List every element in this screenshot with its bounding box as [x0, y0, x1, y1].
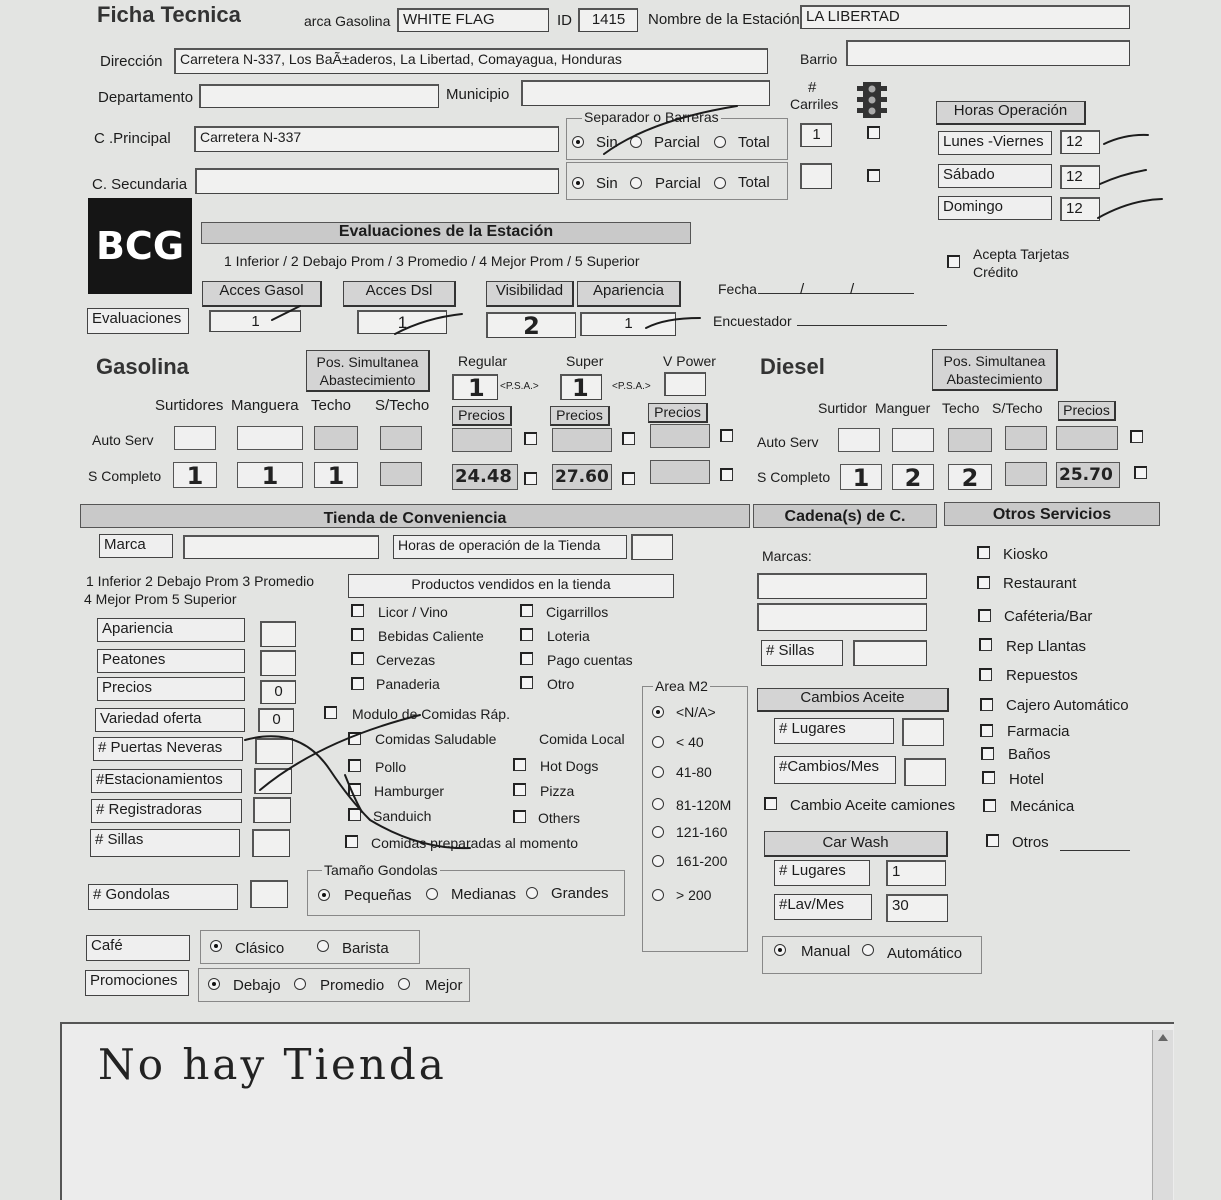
otros-repuestos-checkbox[interactable]	[979, 668, 992, 681]
regular-psa-field[interactable]: 1	[452, 374, 498, 400]
marca-gasolina-field[interactable]: WHITE FLAG	[397, 8, 549, 32]
calle-secundaria-field[interactable]	[195, 168, 559, 194]
diesel-auto-stecho[interactable]	[1005, 426, 1047, 450]
promo-mejor-label: Mejor	[425, 977, 463, 994]
gasolina-auto-surtidores[interactable]	[174, 426, 216, 450]
producto-otro-label: Otro	[547, 676, 575, 692]
diesel-sc-surtidor[interactable]: 1	[840, 464, 882, 490]
tienda-sillas-field[interactable]	[252, 829, 290, 857]
otros-hotel-label: Hotel	[1009, 771, 1045, 788]
gasolina-auto-regular-checkbox[interactable]	[524, 432, 537, 445]
carriles-label: Carriles	[790, 96, 839, 112]
notes-handwritten-text: No hay Tienda	[98, 1040, 447, 1089]
gasolina-auto-techo[interactable]	[314, 426, 358, 450]
horas-domingo-label: Domingo	[938, 196, 1052, 220]
otros-rep-llantas-checkbox[interactable]	[979, 638, 992, 651]
cambios-mes-field[interactable]	[904, 758, 946, 786]
producto-loteria-label: Loteria	[547, 628, 590, 644]
calle-principal-label: C .Principal	[94, 130, 171, 147]
tamano-gondolas-label: Tamaño Gondolas	[324, 862, 438, 878]
carriles-row2-field[interactable]	[800, 163, 832, 189]
barrio-field[interactable]	[846, 40, 1130, 66]
comida-pollo-checkbox[interactable]	[348, 759, 361, 772]
otros-otros-line[interactable]	[1060, 850, 1130, 851]
acces-gasol-header: Acces Gasol	[202, 281, 322, 307]
area-m2-label: Area M2	[655, 678, 708, 694]
id-label: ID	[557, 12, 572, 29]
carriles-hash-label: #	[808, 79, 817, 96]
promo-debajo-label: Debajo	[233, 977, 281, 994]
comida-sanduich-label: Sanduich	[373, 808, 432, 824]
separador1-parcial-label: Parcial	[654, 134, 700, 151]
area-lt40-radio[interactable]	[652, 736, 664, 748]
separador1-total-radio[interactable]	[714, 136, 726, 148]
comida-others-checkbox[interactable]	[513, 810, 526, 823]
separador1-sin-label: Sin	[596, 134, 618, 151]
gasolina-sc-manguera[interactable]: 1	[237, 462, 303, 488]
area-gt200-radio[interactable]	[652, 889, 664, 901]
tienda-peatones-field[interactable]	[260, 650, 296, 676]
otros-servicios-header: Otros Servicios	[944, 502, 1160, 526]
comida-saludable-label: Comidas Saludable	[375, 731, 497, 747]
diesel-pos-simultanea-header	[932, 349, 1058, 391]
tienda-estacionamientos-label: #Estacionamientos	[91, 769, 242, 793]
area-lt40-label: < 40	[676, 734, 704, 750]
cambios-aceite-header: Cambios Aceite	[757, 688, 949, 712]
cambios-mes-label: #Cambios/Mes	[774, 756, 896, 784]
gasolina-title: Gasolina	[96, 354, 189, 379]
nombre-estacion-field[interactable]: LA LIBERTAD	[800, 5, 1130, 29]
tienda-scale-2: 4 Mejor Prom 5 Superior	[84, 591, 237, 607]
gasolina-col-manguera: Manguera	[231, 397, 299, 414]
separador2-sin-radio[interactable]	[572, 177, 584, 189]
visibilidad-header: Visibilidad	[486, 281, 574, 307]
visibilidad-field[interactable]: 2	[486, 312, 576, 338]
gondola-medianas-radio[interactable]	[426, 888, 438, 900]
super-psa-label: <P.S.A.>	[612, 381, 651, 392]
bcg-logo: BCG	[88, 198, 192, 294]
vpower-label: V Power	[663, 353, 716, 369]
producto-cigarrillos-label: Cigarrillos	[546, 604, 609, 620]
tienda-precios-label: Precios	[97, 677, 245, 701]
area-81-120-label: 81-120M	[676, 797, 732, 813]
comidas-preparadas-label: Comidas preparadas al momento	[371, 835, 578, 851]
fecha-slash-2: /	[850, 281, 855, 298]
cadena-sillas-field[interactable]	[853, 640, 927, 666]
promo-debajo-radio[interactable]	[208, 978, 220, 990]
evaluaciones-header: Evaluaciones de la Estación	[201, 222, 691, 244]
producto-bebidas-label: Bebidas Caliente	[378, 628, 484, 644]
otros-mecanica-checkbox[interactable]	[983, 799, 996, 812]
producto-cigarrillos-checkbox[interactable]	[520, 604, 533, 617]
otros-cafeteria-label: Caféteria/Bar	[1004, 608, 1093, 625]
diesel-col-manguer: Manguer	[875, 400, 931, 416]
gondola-pequenas-label: Pequeñas	[344, 887, 412, 904]
calle-principal-field[interactable]: Carretera N-337	[194, 126, 559, 152]
gasolina-col-techo: Techo	[311, 397, 352, 414]
area-161-200-label: 161-200	[676, 853, 728, 869]
horas-lunes-viernes-label: Lunes -Viernes	[938, 131, 1052, 155]
diesel-sc-manguer[interactable]: 2	[892, 464, 934, 490]
horas-sabado-field[interactable]: 12	[1060, 165, 1100, 189]
tienda-gondolas-field[interactable]	[250, 880, 288, 908]
id-field[interactable]: 1415	[578, 8, 638, 32]
otros-cafeteria-checkbox[interactable]	[978, 609, 991, 622]
tienda-puertas-label: # Puertas Neveras	[93, 737, 243, 761]
area-41-80-label: 41-80	[676, 764, 712, 780]
cadena-header: Cadena(s) de C.	[753, 504, 937, 528]
direccion-label: Dirección	[100, 53, 163, 70]
producto-pago-checkbox[interactable]	[520, 652, 533, 665]
diesel-title: Diesel	[760, 354, 825, 379]
cafe-label: Café	[86, 935, 190, 961]
gasolina-auto-precio-vpower[interactable]	[650, 424, 710, 448]
gasolina-sc-surtidores[interactable]: 1	[173, 462, 217, 488]
apariencia-header: Apariencia	[577, 281, 681, 307]
evaluaciones-row-label: Evaluaciones	[87, 308, 189, 334]
cafe-clasico-label: Clásico	[235, 940, 285, 957]
area-121-160-radio[interactable]	[652, 826, 664, 838]
area-41-80-radio[interactable]	[652, 766, 664, 778]
carriles-row1-field[interactable]: 1	[800, 123, 832, 147]
diesel-col-surtidor: Surtidor	[818, 400, 868, 416]
tienda-registradoras-field[interactable]	[253, 797, 291, 823]
tienda-apariencia-label: Apariencia	[97, 618, 245, 642]
tienda-marca-label: Marca	[99, 534, 173, 558]
producto-otro-checkbox[interactable]	[520, 676, 533, 689]
cambios-lugares-field[interactable]	[902, 718, 944, 746]
gasolina-sc-techo[interactable]: 1	[314, 462, 358, 488]
separador1-total-label: Total	[738, 134, 770, 151]
diesel-auto-precio[interactable]	[1056, 426, 1118, 450]
cadena-marca-field-2[interactable]	[757, 603, 927, 631]
area-81-120-radio[interactable]	[652, 798, 664, 810]
productos-header: Productos vendidos en la tienda	[348, 574, 674, 598]
producto-bebidas-checkbox[interactable]	[351, 628, 364, 641]
otros-restaurant-label: Restaurant	[1003, 575, 1077, 592]
diesel-auto-surtidor[interactable]	[838, 428, 880, 452]
promo-promedio-radio[interactable]	[294, 978, 306, 990]
producto-licor-checkbox[interactable]	[351, 604, 364, 617]
vpower-psa-field[interactable]	[664, 372, 706, 396]
cadena-marcas-label: Marcas:	[762, 548, 812, 564]
diesel-s-completo-label: S Completo	[757, 469, 831, 485]
promo-promedio-label: Promedio	[320, 977, 385, 994]
producto-cervezas-label: Cervezas	[376, 652, 436, 668]
acepta-tarjetas-checkbox[interactable]	[947, 255, 960, 268]
otros-cajero-checkbox[interactable]	[980, 698, 993, 711]
gondola-pequenas-radio[interactable]	[318, 889, 330, 901]
comida-local-label: Comida Local	[539, 731, 625, 747]
precios-regular-header: Precios	[452, 406, 512, 426]
precios-vpower-header: Precios	[648, 403, 708, 423]
diesel-sc-checkbox[interactable]	[1134, 466, 1147, 479]
modulo-comidas-checkbox[interactable]	[324, 706, 337, 719]
tienda-registradoras-label: # Registradoras	[91, 799, 242, 823]
gasolina-sc-vpower-checkbox[interactable]	[720, 468, 733, 481]
fecha-label: Fecha	[718, 281, 757, 297]
diesel-col-stecho: S/Techo	[992, 400, 1043, 416]
horas-sabado-label: Sábado	[938, 164, 1052, 188]
otros-banos-label: Baños	[1008, 746, 1051, 763]
gasolina-col-stecho: S/Techo	[375, 397, 430, 414]
gasolina-sc-stecho[interactable]	[380, 462, 422, 486]
cadena-sillas-label: # Sillas	[761, 640, 843, 666]
carwash-automatico-label: Automático	[887, 945, 963, 962]
area-na-radio[interactable]	[652, 706, 664, 718]
separador2-sin-label: Sin	[596, 175, 618, 192]
area-na-label: <N/A>	[676, 704, 716, 720]
cadena-marca-field-1[interactable]	[757, 573, 927, 599]
car-wash-header: Car Wash	[764, 831, 948, 857]
comida-pizza-checkbox[interactable]	[513, 783, 526, 796]
gasolina-auto-vpower-checkbox[interactable]	[720, 429, 733, 442]
comida-hamburger-label: Hamburger	[374, 783, 445, 799]
gondola-grandes-label: Grandes	[551, 885, 609, 902]
acepta-tarjetas-label: Acepta Tarjetas	[973, 246, 1070, 262]
gasolina-sc-super-checkbox[interactable]	[622, 472, 635, 485]
departamento-field[interactable]	[199, 84, 439, 108]
tienda-precios-field[interactable]: 0	[260, 680, 296, 704]
fecha-line[interactable]	[758, 293, 914, 294]
pen-stroke-dom	[1098, 199, 1162, 218]
diesel-sc-techo[interactable]: 2	[948, 464, 992, 490]
marca-gasolina-label: arca Gasolina	[304, 13, 391, 29]
gasolina-sc-precio-regular[interactable]: 24.48	[452, 464, 518, 490]
producto-panaderia-checkbox[interactable]	[351, 677, 364, 690]
comida-sanduich-checkbox[interactable]	[348, 808, 361, 821]
cafe-clasico-radio[interactable]	[210, 940, 222, 952]
horas-domingo-field[interactable]: 12	[1060, 197, 1100, 221]
gasolina-sc-regular-checkbox[interactable]	[524, 472, 537, 485]
otros-mecanica-label: Mecánica	[1010, 798, 1075, 815]
carriles-row1-checkbox[interactable]	[867, 126, 880, 139]
tienda-gondolas-label: # Gondolas	[88, 884, 238, 910]
carriles-row2-checkbox[interactable]	[867, 169, 880, 182]
gasolina-auto-serv-label: Auto Serv	[92, 432, 154, 448]
separador1-sin-radio[interactable]	[572, 136, 584, 148]
separador2-total-label: Total	[738, 174, 770, 191]
notes-scrollbar[interactable]	[1152, 1030, 1173, 1200]
otros-kiosko-label: Kiosko	[1003, 546, 1049, 563]
comida-hotdogs-checkbox[interactable]	[513, 758, 526, 771]
carwash-lav-mes-label: #Lav/Mes	[774, 894, 872, 920]
comida-pollo-label: Pollo	[375, 759, 407, 775]
producto-loteria-checkbox[interactable]	[520, 628, 533, 641]
producto-cervezas-checkbox[interactable]	[351, 652, 364, 665]
otros-banos-checkbox[interactable]	[981, 747, 994, 760]
diesel-col-techo: Techo	[942, 400, 980, 416]
tienda-puertas-field[interactable]	[255, 738, 293, 764]
otros-kiosko-checkbox[interactable]	[977, 546, 990, 559]
calle-secundaria-label: C. Secundaria	[92, 176, 188, 193]
super-label: Super	[566, 353, 604, 369]
separador2-total-radio[interactable]	[714, 177, 726, 189]
diesel-sc-stecho[interactable]	[1005, 462, 1047, 486]
precios-super-header: Precios	[550, 406, 610, 426]
otros-repuestos-label: Repuestos	[1006, 667, 1078, 684]
comida-pizza-label: Pizza	[540, 783, 575, 799]
evaluaciones-scale: 1 Inferior / 2 Debajo Prom / 3 Promedio / 4 Mejor Prom / 5 Superior	[224, 253, 640, 269]
municipio-label: Municipio	[446, 86, 510, 103]
cambio-camiones-label: Cambio Aceite camiones	[790, 797, 956, 814]
barrio-label: Barrio	[800, 51, 838, 67]
pen-stroke-lv	[1104, 135, 1148, 144]
comidas-preparadas-checkbox[interactable]	[345, 835, 358, 848]
gasolina-auto-precio-super[interactable]	[552, 428, 612, 452]
area-161-200-radio[interactable]	[652, 855, 664, 867]
gasolina-auto-manguera[interactable]	[237, 426, 303, 450]
otros-hotel-checkbox[interactable]	[982, 771, 995, 784]
tienda-horas-label: Horas de operación de la Tienda	[393, 535, 627, 559]
diesel-auto-checkbox[interactable]	[1130, 430, 1143, 443]
producto-licor-label: Licor / Vino	[378, 604, 448, 620]
gasolina-auto-super-checkbox[interactable]	[622, 432, 635, 445]
comida-hamburger-checkbox[interactable]	[348, 783, 361, 796]
pen-stroke-sab	[1100, 170, 1146, 184]
gasolina-auto-precio-regular[interactable]	[452, 428, 512, 452]
acces-dsl-header: Acces Dsl	[343, 281, 456, 307]
otros-otros-checkbox[interactable]	[986, 834, 999, 847]
super-psa-field[interactable]: 1	[560, 374, 602, 400]
separador2-parcial-radio[interactable]	[630, 177, 642, 189]
diesel-precios-header: Precios	[1058, 401, 1116, 421]
diesel-sc-precio[interactable]: 25.70	[1056, 462, 1120, 488]
carwash-lugares-label: # Lugares	[774, 860, 870, 886]
gasolina-sc-precio-super[interactable]: 27.60	[552, 464, 612, 490]
tienda-sillas-label: # Sillas	[90, 829, 240, 857]
gondola-grandes-radio[interactable]	[526, 887, 538, 899]
carwash-automatico-radio[interactable]	[862, 944, 874, 956]
cambio-camiones-checkbox[interactable]	[764, 797, 777, 810]
otros-farmacia-checkbox[interactable]	[980, 724, 993, 737]
otros-farmacia-label: Farmacia	[1007, 723, 1070, 740]
otros-rep-llantas-label: Rep Llantas	[1006, 638, 1087, 655]
tienda-peatones-label: Peatones	[97, 649, 245, 673]
cafe-barista-label: Barista	[342, 940, 389, 957]
traffic-light-icon	[857, 80, 887, 120]
apariencia-field[interactable]: 1	[580, 312, 676, 336]
scroll-up-arrow-icon[interactable]	[1158, 1034, 1168, 1041]
carwash-lugares-field[interactable]: 1	[886, 860, 946, 886]
horas-lunes-viernes-field[interactable]: 12	[1060, 130, 1100, 154]
area-121-160-label: 121-160	[676, 824, 728, 840]
separador2-parcial-label: Parcial	[655, 175, 701, 192]
promociones-label: Promociones	[85, 970, 189, 996]
fecha-slash-1: /	[800, 281, 805, 298]
carwash-lav-mes-field[interactable]: 30	[886, 894, 948, 922]
tienda-marca-field[interactable]	[183, 535, 379, 559]
area-gt200-label: > 200	[676, 887, 712, 903]
direccion-field[interactable]: Carretera N-337, Los BaÃ±aderos, La Libertad, Comayagua, Honduras	[174, 48, 768, 74]
tienda-variedad-label: Variedad oferta	[95, 708, 245, 732]
tienda-apariencia-field[interactable]	[260, 621, 296, 647]
diesel-auto-techo[interactable]	[948, 428, 992, 452]
carwash-manual-label: Manual	[801, 943, 851, 960]
otros-restaurant-checkbox[interactable]	[977, 576, 990, 589]
comida-others-label: Others	[538, 810, 581, 826]
acces-dsl-field[interactable]: 1	[357, 310, 447, 334]
separador-label: Separador o Barreras	[584, 109, 719, 125]
tienda-horas-field[interactable]	[631, 534, 673, 560]
comida-hotdogs-label: Hot Dogs	[540, 758, 599, 774]
acepta-tarjetas-label-2: Crédito	[973, 264, 1019, 280]
acces-gasol-field[interactable]: 1	[209, 310, 301, 332]
separador1-parcial-radio[interactable]	[630, 136, 642, 148]
gasolina-pos-simultanea-header	[306, 350, 430, 392]
regular-label: Regular	[458, 353, 508, 369]
gasolina-pos-line1: Pos. Simultanea	[316, 354, 419, 370]
municipio-field[interactable]	[521, 80, 770, 106]
diesel-auto-serv-label: Auto Serv	[757, 434, 819, 450]
encuestador-label: Encuestador	[713, 313, 792, 329]
tienda-variedad-field[interactable]: 0	[258, 708, 294, 732]
tienda-header: Tienda de Conveniencia	[80, 504, 750, 528]
diesel-pos-line2: Abastecimiento	[946, 371, 1043, 387]
modulo-comidas-label: Modulo de Comidas Ráp.	[352, 706, 510, 722]
gasolina-auto-stecho[interactable]	[380, 426, 422, 450]
tienda-estacionamientos-field[interactable]	[254, 768, 292, 794]
tienda-scale-1: 1 Inferior 2 Debajo Prom 3 Promedio	[86, 573, 314, 589]
comida-saludable-checkbox[interactable]	[348, 732, 361, 745]
departamento-label: Departamento	[98, 89, 194, 106]
gasolina-sc-precio-vpower[interactable]	[650, 460, 710, 484]
encuestador-line[interactable]	[797, 325, 947, 326]
gasolina-col-surtidores: Surtidores	[155, 397, 224, 414]
producto-panaderia-label: Panaderia	[376, 676, 440, 692]
promo-mejor-radio[interactable]	[398, 978, 410, 990]
nombre-estacion-label: Nombre de la Estación	[648, 11, 800, 28]
producto-pago-label: Pago cuentas	[547, 652, 633, 668]
area-m2-group	[642, 686, 748, 952]
diesel-pos-line1: Pos. Simultanea	[943, 353, 1046, 369]
cafe-barista-radio[interactable]	[317, 940, 329, 952]
otros-cajero-label: Cajero Automático	[1006, 697, 1129, 714]
diesel-auto-manguer[interactable]	[892, 428, 934, 452]
otros-otros-label: Otros	[1012, 834, 1049, 851]
gondola-medianas-label: Medianas	[451, 886, 517, 903]
gasolina-s-completo-label: S Completo	[88, 468, 162, 484]
carwash-manual-radio[interactable]	[774, 944, 786, 956]
gasolina-pos-line2: Abastecimiento	[319, 372, 416, 388]
form-title: Ficha Tecnica	[97, 2, 241, 27]
cambios-lugares-label: # Lugares	[774, 718, 894, 744]
regular-psa-label: <P.S.A.>	[500, 381, 539, 392]
horas-operacion-header: Horas Operación	[936, 101, 1086, 125]
